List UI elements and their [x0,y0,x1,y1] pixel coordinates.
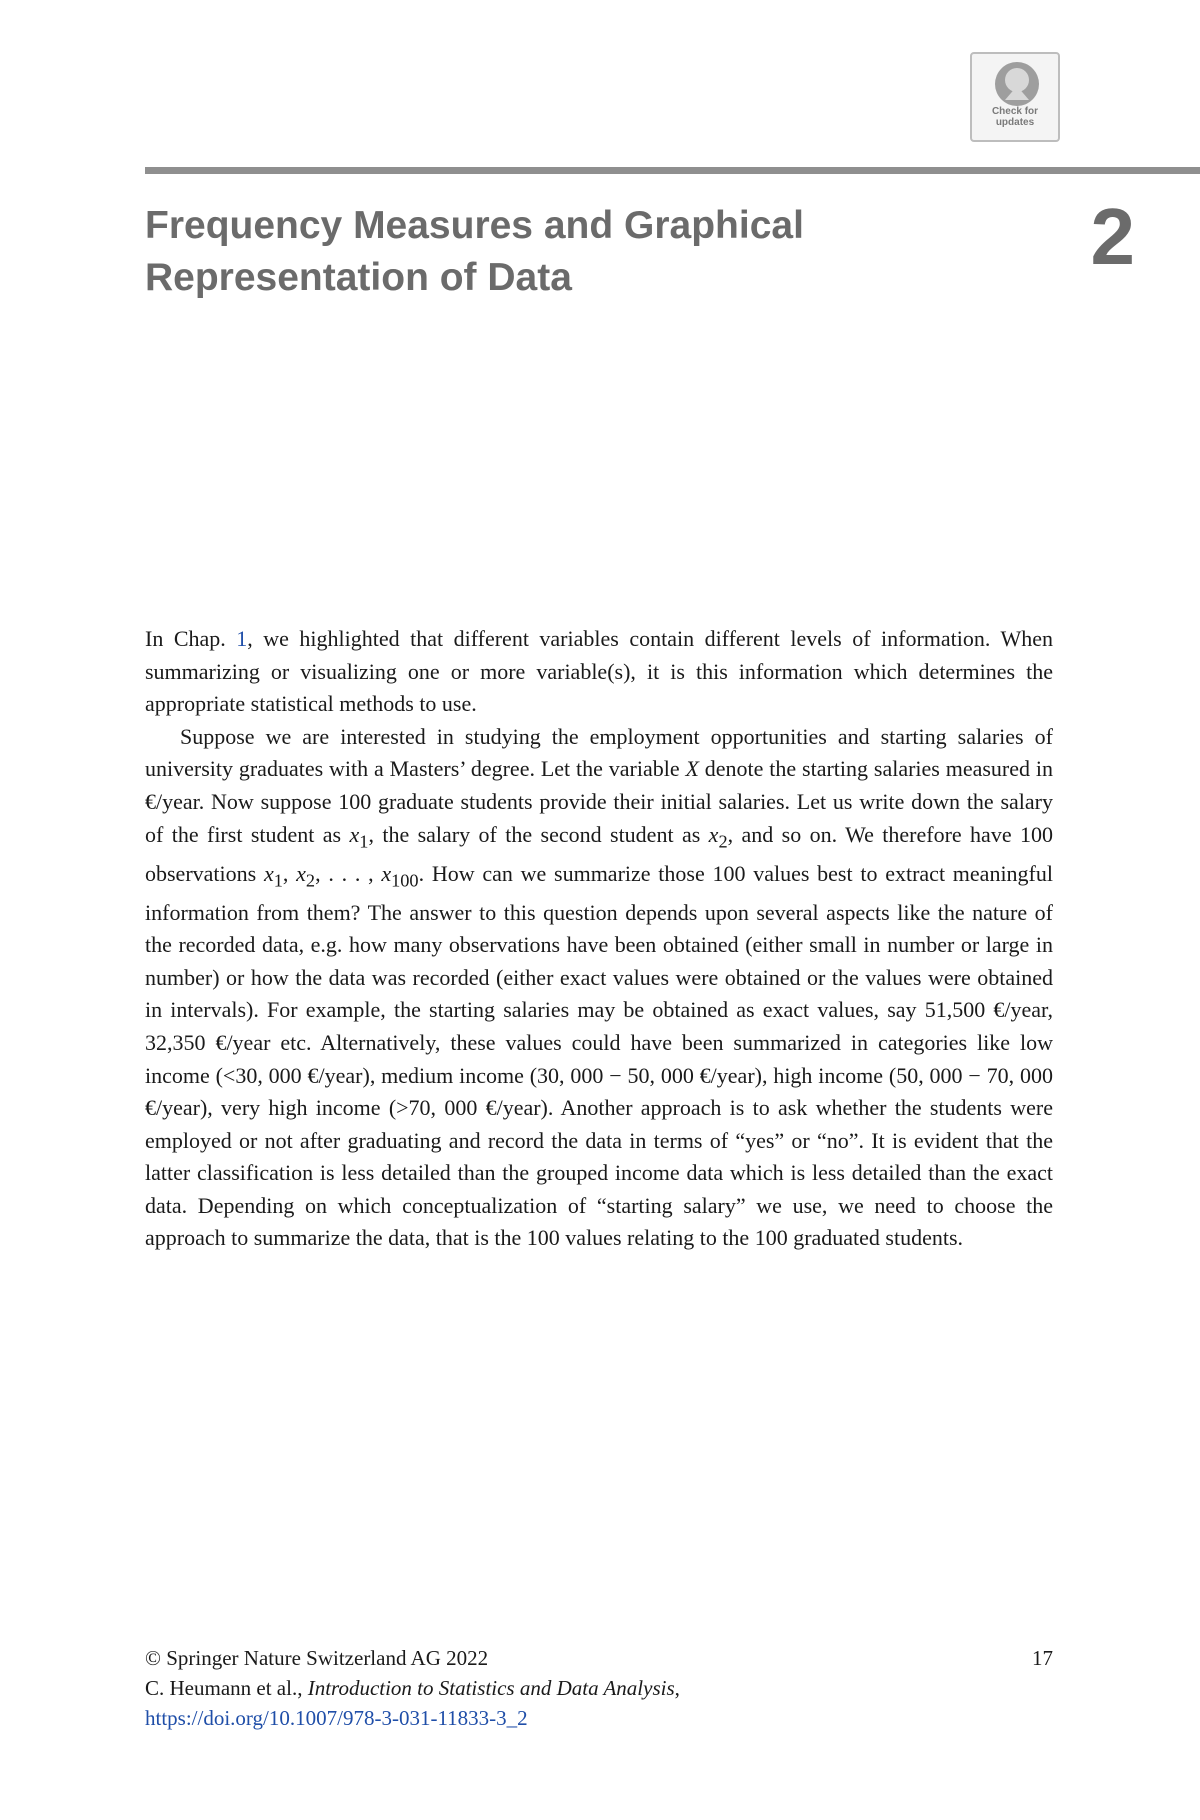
chapter-number: 2 [1090,192,1135,281]
body-text [145,623,1053,1255]
badge-line-1: Check for [991,106,1039,117]
chapter-title-line-2: Representation of Data [145,256,572,299]
page-footer [145,1643,1053,1733]
doi-link[interactable]: https://doi.org/10.1007/978-3-031-11833-3_2 [145,1706,528,1730]
chapter-rule [145,167,1200,174]
chapter-title [145,200,865,304]
page-number: 17 [1032,1646,1053,1670]
book-title: Introduction to Statistics and Data Analysis [307,1676,675,1700]
check-for-updates-badge[interactable] [970,52,1060,142]
paragraph-1: In Chap. 1, we highlighted that different variables contain different levels of information. When summarizing or visualizing one or more variable(s), it is this information which determines the appropriate statistical methods to use. [145,626,1054,717]
variable-x: X [685,756,699,782]
chapter-title-line-1: Frequency Measures and Graphical [145,204,804,247]
chapter-reference-link[interactable]: 1 [236,626,248,651]
crossmark-icon [991,60,1043,108]
badge-line-2: updates [995,117,1035,128]
paragraph-2: Suppose we are interested in studying the employment opportunities and starting salaries of university graduates with a Masters’ degree. Let the variable X denote the starting salaries measured in €/year. Now suppose 100 graduate students provide their initial salaries. Let us write down the salary of the first student as $x_1$, the salary of the second student as $x_2$, and so on. We therefore have 100 observations $x_1$, $x_2$, . . . , $x_{100}$. How can we summarize those 100 values best to extract meaningful information from them? The answer to this question depends upon several aspects like the nature of the recorded data, e.g. how many observations have been obtained (either small in number or large in number) or how the data was recorded (either exact values were obtained or the values were obtained in intervals). For example, the starting salaries may be obtained as exact values, say 51,500 €/year, 32,350 €/year etc. Alternatively, these values could have been summarized in categories like low income (<30, 000 €/year), medium income (30, 000 − 50, 000 €/year), high income (50, 000 − 70, 000 €/year), very high income (>70, 000 €/year). Another approach is to ask whether the students were employed or not after graduating and record the data in terms of “yes” or “no”. It is evident that the latter classification is less detailed than the grouped income data which is less detailed than the exact data. Depending on which conceptualization of “starting salary” we use, we need to choose the approach to summarize the data, that is the 100 values relating to the 100 graduated students. [145,723,1053,1251]
citation-line: C. Heumann et al., Introduction to Statistics and Data Analysis, [145,1676,680,1700]
copyright-line: © Springer Nature Switzerland AG 2022 [145,1646,489,1670]
